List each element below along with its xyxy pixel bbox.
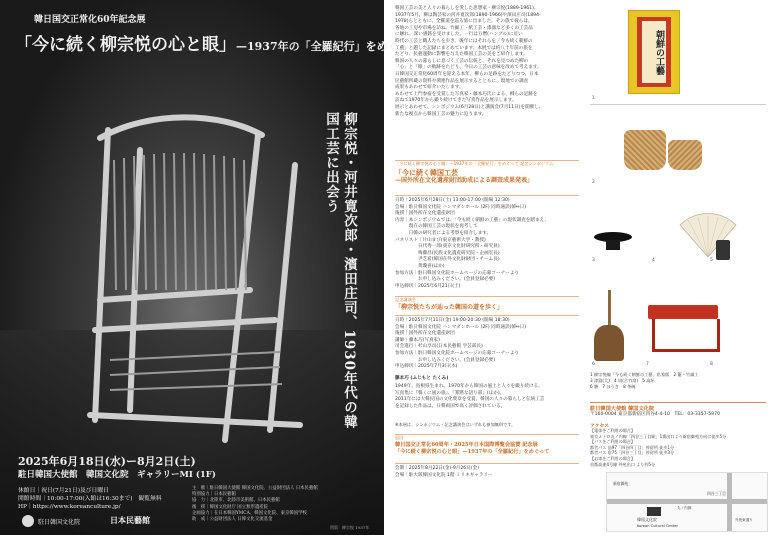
logo-korean-cultural-center: 駐日韓国文化院 [38,519,81,526]
symposium-title: 「今に続く韓国工芸 [395,167,458,177]
image-captions [590,372,766,389]
symposium-header [395,160,579,196]
access-lines [590,428,766,467]
intro-line: たどり、民藝運動に影響を与えた韓国工芸の美をご紹介します。 [395,52,528,58]
detail-line: 日韓の研究者による考察を紹介します。 [395,230,492,236]
detail-line: 司会進行｜杉山享司(日本民藝館 学芸部長) [395,344,483,350]
lecture-details [395,318,526,371]
intro-line: 新たな視点から韓国工芸の魅力に迫ります。 [395,111,487,117]
basket-large [624,130,666,170]
book-title: 朝鮮の工藝 [642,21,666,83]
map-label: 新宿御苑 [613,481,629,486]
detail-line: 後援｜国外所在文化遺産財団 [395,331,455,337]
detail-line: 日時｜2025年6月28日(土) 13:00-17:00 (開場 12:30) [395,198,510,203]
detail-line: お申し込みください。(会員登録必要) [395,277,496,283]
logo-mingeikan: 日本民藝館 [110,515,150,525]
organizer-line: 助 成｜公益財団法人 日韓文化交流基金 [192,517,273,523]
map-label: 韓国文化院 [637,517,657,522]
intro-line: 工藝」と題した記録にまとめています。本展では約八十年前の旅を [395,45,533,51]
stand-object [716,240,730,260]
broom-handle [608,290,611,330]
access-heading: アクセス [590,423,610,429]
intro-line: 韓国の人々の暮らしに息づく工芸の伝統と、それを見つめた柳の [395,58,529,64]
info-block [18,487,162,511]
lecturer-bio [395,384,545,410]
caption-num: 8 [710,362,713,367]
symposium-details [395,198,549,290]
map-label: Korean Cultural Center [637,524,678,528]
caption-line: 1 柳宗悦編「今も続く朝鮮の工藝」私家版 2 籠・竹細工 [590,372,699,377]
divider [590,104,766,105]
image-column [590,0,769,535]
detail-line: 参加方法｜駐日韓国文化院ホームページの応募コーナーより [395,270,519,276]
organizer-line: 協 力｜北陸市、北陸市美術館、日本民藝館 [192,498,280,504]
title-main: 「今に続く柳宗悦の心と眼」 [15,35,236,55]
touring-header [395,434,579,464]
lecture-title: 「柳宗悦たちが辿った韓国の道を歩く」 [395,303,504,311]
caption-num: 1 [592,96,595,101]
organizer-line: 後 援｜韓国文化財庁 国立無形遺産院 [192,504,269,510]
touring-title: 韓日国交正常化60周年・2025年日本国際博覧会協賛 記念展 [395,441,538,448]
caption-num: 7 [646,362,649,367]
intro-line: 成果もあわせて紹介いたします。 [395,85,464,91]
lecture-header [395,296,579,316]
book-image [628,10,680,94]
intro-text [395,6,579,118]
organizer-line: 特別協力｜日本民藝館 [192,492,236,498]
touring-details [395,466,493,479]
detail-line: 会場｜駐大阪韓国文化院 1階 ミリネギャラリー [395,472,493,478]
detail-line: 会場｜駐日韓国文化院 ハンマダンホール (2F) 同時通訳(韓⇔日) [395,324,527,330]
caption-num: 6 [592,362,595,367]
access-title: 駐日韓国大使館 韓国文化院 [590,406,655,412]
detail-line: 日時｜2025年7月11日(金) 19:00-20:30 (開場 18:30) [395,318,510,323]
caption-line: 3 漆器(大) 4 扇(合竹扇) 5 高坏 [590,377,655,383]
intro-line: 1937年5月、柳は陶芸家の河井寛次郎(1890-1966)や濱田庄司(1894- [395,12,541,18]
broom-head [594,325,624,361]
intro-line: 訪ねて1970年から撮り続けてきた写真作品を展示します。 [395,98,517,104]
cultural-center-logo-icon [22,515,34,527]
bio-line: を記録した作品は、日韓両国で高く評価されている。 [395,403,506,409]
title-sub: —1937年の「全羅紀行」をめぐって [236,40,421,53]
detail-line: 現在の韓国工芸の現状を再考して [395,224,478,230]
organizers-block [192,486,318,523]
detail-line: 後援｜国外所在文化遺産財団 [395,211,455,217]
bio-line: 2011年には大韓民国の文化褒章を受賞。韓国の人々の暮らしと伝統工芸 [395,397,545,403]
vertical-artists: 柳宗悦・河井寛次郎・濱田庄司、1930年代の韓国工芸に出会う [323,112,357,430]
divider [590,402,766,403]
caption-num: 4 [652,258,655,263]
intro-line: に触れ、深い感銘を受けました。一行は万暦(ハングル)に近い [395,32,523,38]
detail-line: 尹芝希(韓国在外文化財財団・チーム長) [395,257,500,263]
detail-line: 会場｜駐日韓国文化院 ハンマダンホール (2F) 同時通訳(韓⇔日) [395,204,527,210]
access-line: 都営バス 宿75「四谷三丁目」停留所 徒歩3分 [590,450,675,456]
access-line: 【バスをご利用の場合】 [590,439,636,445]
organizer-line: 主 催｜駐日韓国大使館 韓国文化院、公益財団法人 日本民藝館 [192,486,318,491]
basket-small [668,140,702,170]
symposium-subtitle: —国外所在文化遺産財団助成による調査成果発表」 [395,176,534,184]
detail-line: お申し込みください。(会員登録必要) [395,357,496,363]
intro-line: 日韓国交正常化60周年を迎える本年、柳らの足跡をたどりつつ、日本 [395,71,539,77]
detail-line: 講師｜藤本巧(写真家) [395,337,440,343]
detail-line: 申込締切｜2025年6月21日(土) [395,283,461,289]
intro-line: 「心」と「眼」の軌跡をたどり、今日の工芸の意味を改めて考えます。 [395,65,542,71]
caption-line: 6 膳 7 ほうき 8 茶碗 [590,383,636,389]
touring-subtitle: 「今に続く柳宗悦の心と眼」—1937年の「全羅紀行」をめぐって [395,448,550,455]
exhibition-dates: 2025年6月18日(水)ー8月2日(土) [18,455,196,468]
map-label: 四谷三丁目 [707,491,726,496]
detail-line: 日代秀一郎(東京文化財研究所・研究員) [395,244,500,250]
lecturer-name: 藤本巧 (ふじもと たくみ) [395,376,449,381]
detail-line: 参加方法｜駐日韓国文化院ホームページの応募コーナーより [395,350,519,356]
intro-line: 韓国工芸の美と人々の暮らしを愛した思想家・柳宗悦(1889-1961)。 [395,6,539,11]
access-line: 【電車をご利用の場合】 [590,428,636,433]
caption-num: 2 [592,180,595,185]
access-map [606,472,768,532]
intro-line: 民藝館所蔵の資料や関連作品を展示するとともに、現地での調査 [395,78,529,84]
series-title: 韓日国交正常化60年記念展 [34,15,146,25]
text-column [395,6,579,531]
red-tray-top [648,305,718,319]
detail-line: 黄瓊喜(ほか) [395,263,445,269]
bio-line: 写真集に『韓くに風の旅』、『寡黙な語り部』(ほか)。 [395,390,505,396]
closed-days: 休館日｜祝日(7月21日)及び日曜日 [18,488,109,494]
red-tray-legs [652,319,720,352]
opening-hours: 開館時間｜10:00-17:00(入館は16:30まで) 観覧無料 [18,496,162,502]
lacquer-bowl-foot [606,240,620,250]
detail-line: 申込締切｜2025年7月3日(木) [395,364,458,370]
intro-line: 1978)らとともに、全羅道を巡る旅に出ました。その旅で彼らは、 [395,19,533,25]
detail-line: 梅藤昌(民族文化遺産研究院・企画室長) [395,250,500,256]
bio-line: 1949年、島根県生まれ。1970年から韓国の風土と人々を撮り続ける。 [395,384,543,389]
access-line: 首都高速4号線 外苑出口 より約5分 [590,461,656,467]
map-marker [647,507,661,516]
organizer-line: 企画協力｜在日本韓国YMCA、韓国文化院、東京韓国学校 [192,510,307,516]
note: ※本展は、シンポジウム・記念講演会はいずれも参加無料です。 [395,422,516,427]
symposium-tag: 「今に続く柳宗悦の心と眼」—1937年の「全羅紀行」をめぐって 記念シンポジウム [395,161,554,166]
map-road [727,473,732,531]
homepage-link[interactable]: HP｜https://www.koreanculture.jp/ [18,504,121,510]
intro-line: 各地の工房や市場を訪ね、竹細工・紙工芸・漆器など多くの工芸品 [395,25,533,31]
caption-num: 5 [710,258,713,263]
access-address: 〒160-0004 東京都新宿区四谷4-4-10 TEL：03-3357-5970 [590,412,720,417]
exhibition-title [15,30,420,55]
touring-tag: 巡回 [395,435,404,440]
map-label: 丸ノ内線 [677,506,692,510]
map-label: 外苑東通り [735,518,753,522]
intro-line: 時代の工芸と職人たちを歩き、後年にはそれらを「今も続く朝鮮の [395,38,533,44]
caption-num: 3 [592,258,595,263]
intro-line: あわせて上門参宿を受賞した写真家・藤本巧氏による、柳らの足跡を [395,91,538,97]
detail-line: 会期｜2025年8月22日(金)-9月26日(金) [395,466,479,471]
photo-credit: 図版：柳宗悦 1937年 [330,525,370,530]
exhibition-venue: 駐日韓国大使館 韓国文化院 ギャラリーMI (1F) [18,470,216,480]
lecture-tag: 記念講演会 [395,297,416,302]
detail-line: 内容｜本シンポジウムでは、「今も続く朝鮮の工藝」の現状調査を踏まえ、 [395,217,550,223]
map-road [607,499,767,504]
detail-line: パネリスト｜片山まび(東京藝術大学・教授) [395,237,486,243]
access-line: 東京メトロ丸ノ内線「四谷三丁目駅」1番出口より新宿御苑方向に徒歩5分 [590,433,727,439]
access-line: 【お車をご利用の場合】 [590,455,636,461]
access-line: 都営バス 品97「四谷四丁目」停留所 徒歩1分 [590,444,675,450]
intro-line: 展示とあわせて、シンポジウム(6月28日)と講演会(7月11日)を開催し、 [395,104,544,110]
